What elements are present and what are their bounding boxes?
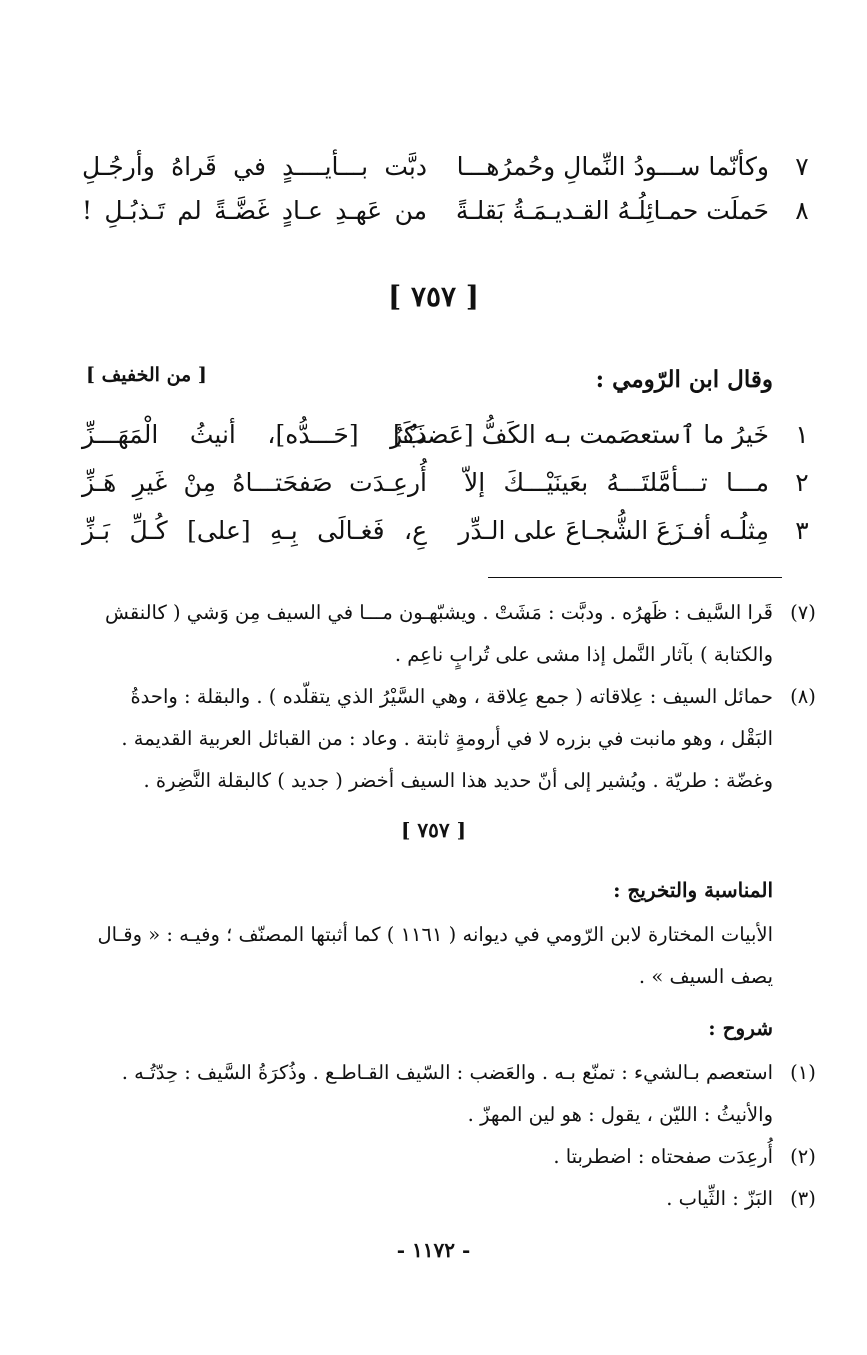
sharh-line: البَزّ : الثِّياب .	[666, 1187, 773, 1210]
munasaba-line: الأبيات المختارة لابن الرّومي في ديوانه ( ١١٦١ ) كما أثبتها المصنّف ؛ وفيـه : « وقـال	[97, 923, 773, 946]
verse-second-hemistich: دبَّت بـــأيــــدٍ في قَراهُ وأرجُـلِ	[82, 152, 427, 181]
poem-meter: [ من الخفيف ]	[86, 364, 207, 386]
section-title-munasaba: المناسبة والتخريج :	[613, 878, 773, 902]
poem-intro: وقال ابن الرّومي :	[595, 366, 773, 393]
footnote-text	[83, 592, 773, 676]
sharh-number: (١)	[790, 1061, 816, 1084]
verse-first-hemistich: خَيرُ ما ٱستعصَمت بـه الكَفُّ [عَضبٌ]	[392, 420, 769, 449]
verse-first-hemistich: وكأنّما ســـودُ النِّمالِ وحُمرُهـــا	[456, 152, 769, 181]
sharh-line: والأنيثُ : الليّن ، يقول : هو لين المهزّ .	[467, 1103, 773, 1126]
verse-second-hemistich: من عَهـدِ عـادٍ غَضَّـةً لم تَـذبُـلِ !	[82, 196, 427, 225]
verse-row-3	[82, 516, 817, 556]
sharh-number: (٣)	[790, 1187, 816, 1210]
footnote-number: (٨)	[790, 685, 816, 708]
verse-number: ١	[795, 420, 809, 449]
section-title-shuruh: شروح :	[708, 1016, 773, 1040]
verse-row-1	[82, 420, 817, 460]
verse-row-2	[82, 468, 817, 508]
verse-first-hemistich: مـــا تـــأمَّلتَـــهُ بعَينَيْـــكَ إلاّ	[464, 468, 769, 497]
footnote-line: البَقْل ، وهو مانبت في بزره لا في أرومةٍ ثابتة . وعاد : من القبائل العربية القديمة .	[121, 727, 773, 750]
verse-second-hemistich: أُرعِـدَت صَفحَتـــاهُ مِنْ غَيرِ هَـزِّ	[82, 468, 427, 497]
verse-number: ٣	[795, 516, 809, 545]
sharh-number: (٢)	[790, 1145, 816, 1168]
sharh-line: استعصم بـالشيء : تمنّع بـه . والعَضب : السّيف القـاطـع . وذُكرَةُ السَّيف : حِدّتُـه .	[121, 1061, 773, 1084]
verse-second-hemistich: ذَكَرٌ [حَـــدُّه]، أنيثُ الْمَهَـــزِّ	[82, 420, 427, 449]
footnote-8	[83, 676, 823, 802]
sharh-item-1	[83, 1052, 823, 1136]
verse-number: ٨	[795, 196, 809, 225]
verse-second-hemistich: عِ، فَغـالَى بِـهِ [على] كُـلِّ بَـزِّ	[82, 516, 427, 545]
sharh-line: أُرعِدَت صفحتاه : اضطربتا .	[553, 1145, 773, 1168]
footnote-line: وغضّة : طريّة . ويُشير إلى أنّ حديد هذا السيف أخضر ( جديد ) كالبقلة النَّضِرة .	[143, 769, 773, 792]
footnote-separator	[488, 577, 782, 578]
munasaba-line: يصف السيف » .	[638, 965, 773, 988]
verse-first-hemistich: مِثلُـه أفـزَعَ الشُّجـاعَ على الـدِّر	[458, 516, 769, 545]
munasaba-text	[83, 914, 773, 998]
page-number: - ١١٧٢ -	[396, 1238, 471, 1262]
verse-row-8	[82, 196, 817, 236]
footnote-7	[83, 592, 823, 676]
sharh-text	[83, 1178, 773, 1220]
verse-row-7	[82, 152, 817, 192]
footnote-text	[83, 676, 773, 802]
verse-number: ٢	[795, 468, 809, 497]
sharh-text	[83, 1052, 773, 1136]
footnote-line: حمائل السيف : عِلاقاته ( جمع عِلاقة ، وهي السَّيْرُ الذي يتقلّده ) . والبقلة : واحدةُ	[130, 685, 773, 708]
footnote-line: والكتابة ) بآثار النَّمل إذا مشى على تُرابٍ ناعِم .	[394, 643, 773, 666]
sharh-item-3	[83, 1178, 823, 1220]
poem-number-heading: [ ٧٥٧ ]	[387, 280, 480, 313]
verse-first-hemistich: حَملَت حمـائِلُـهُ القـديـمَـةُ بَقلـةً	[455, 196, 769, 225]
footnote-number: (٧)	[790, 601, 816, 624]
footnote-line: قَرا السَّيف : ظَهرُه . ودبَّت : مَشَتْ . ويشبّهـون مـــا في السيف مِن وَشي ( كالنقش	[104, 601, 773, 624]
sharh-item-2	[83, 1136, 823, 1178]
verse-number: ٧	[795, 152, 809, 181]
poem-number-small: [ ٧٥٧ ]	[400, 818, 467, 842]
sharh-text	[83, 1136, 773, 1178]
